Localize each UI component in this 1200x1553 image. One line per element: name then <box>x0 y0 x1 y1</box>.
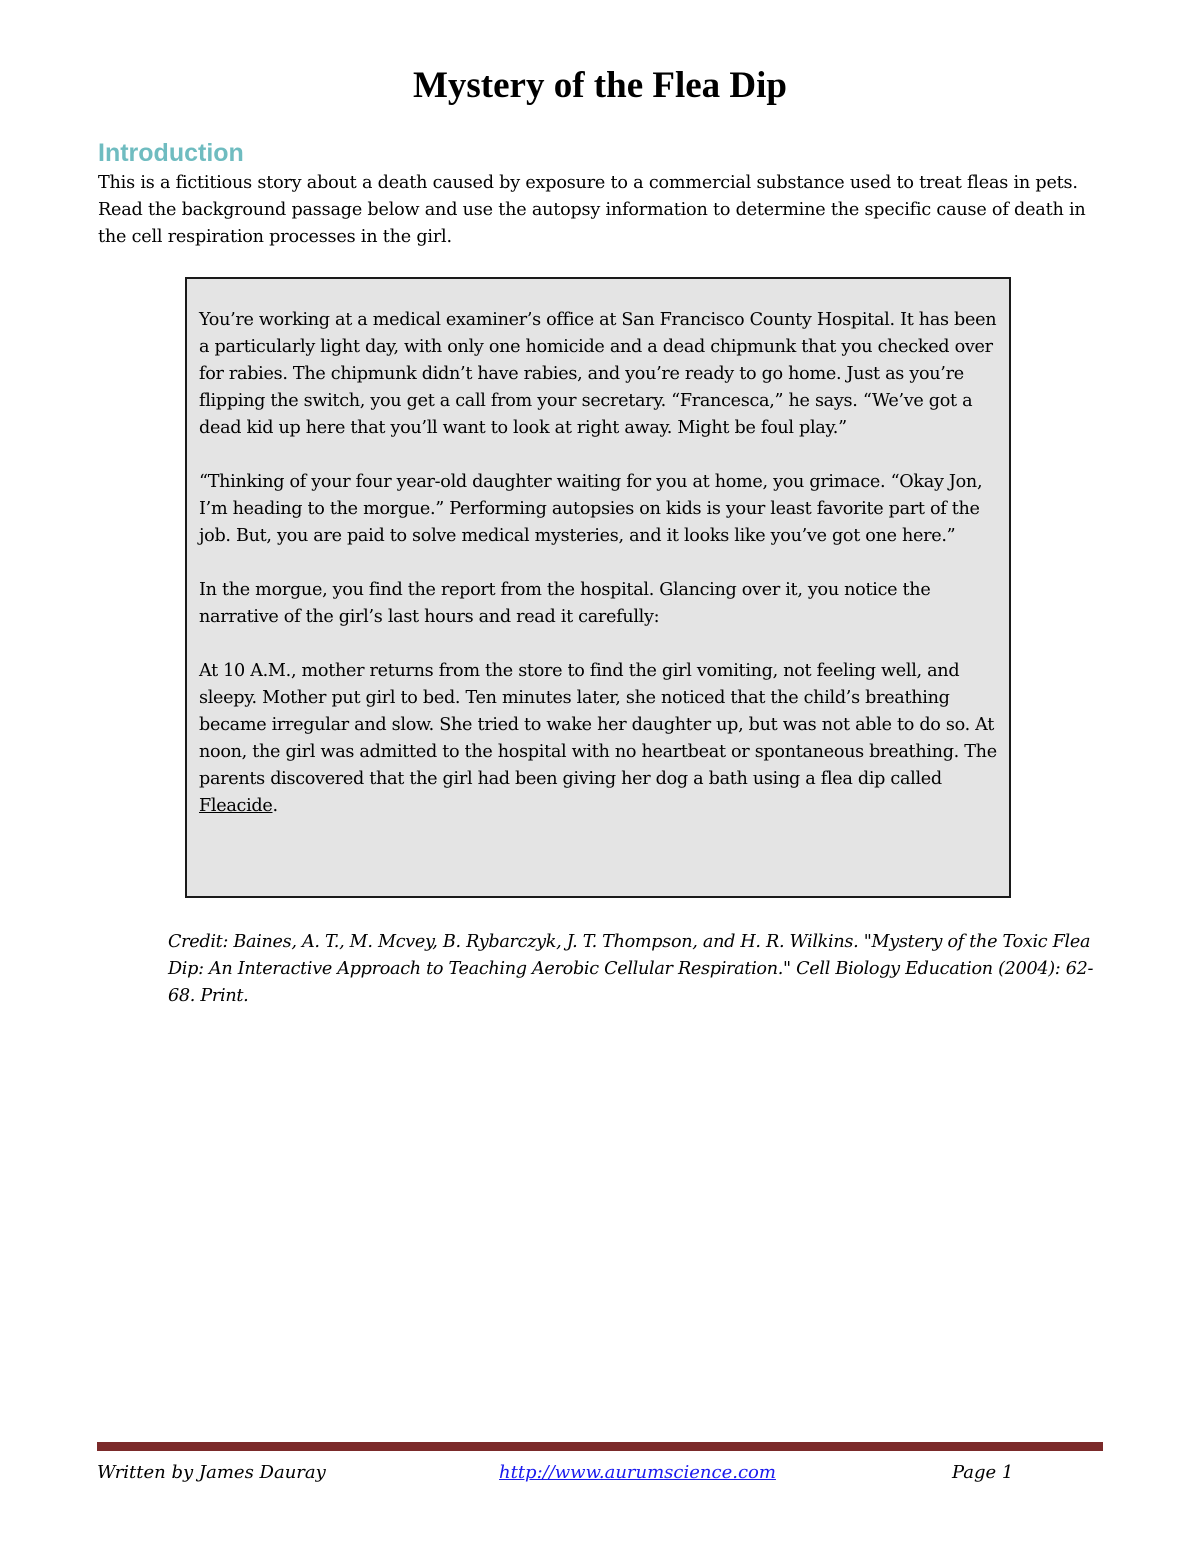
introduction-text: This is a fictitious story about a death caused by exposure to a commercial substance used to treat fleas in pets. Read the background passage below and use the autopsy information to determine the specific cause of death in the cell respiration processes in the girl. <box>98 173 1086 247</box>
story-box <box>185 277 1011 898</box>
story-paragraph-4-text: At 10 A.M., mother returns from the store to find the girl vomiting, not feeling well, and sleepy. Mother put girl to bed. Ten minutes later, she noticed that the child’s breathing became irregular and slow. She tried to wake her daughter up, but was not able to do so. At noon, the girl was admitted to the hospital with no heartbeat or spontaneous breathing. The parents discovered that the girl had been giving her dog a bath using a flea dip called <box>199 661 997 789</box>
page-footer <box>97 1458 1103 1488</box>
page-title: Mystery of the Flea Dip <box>412 65 787 106</box>
footer-divider <box>97 1442 1103 1451</box>
final-punctuation: . <box>272 796 278 816</box>
credit-citation: Credit: Baines, A. T., M. Mcvey, B. Rybarczyk, J. T. Thompson, and H. R. Wilkins. "Mystery of the Toxic Flea Dip: An Interactive Approach to Teaching Aerobic Cellular Respiration." Cell Biology Education (2004): 62-68. Print. <box>168 932 1094 1006</box>
story-paragraph-2: “Thinking of your four year-old daughter waiting for you at home, you grimace. “Okay Jon, I’m heading to the morgue.” Performing autopsies on kids is your least favorite part of the job. But, you are paid to solve medical mysteries, and it looks like you’ve got one here.” <box>199 472 983 546</box>
story-content <box>199 307 1005 820</box>
product-name: Fleacide <box>199 796 273 816</box>
introduction-heading: Introduction <box>98 139 244 167</box>
story-paragraph-1: You’re working at a medical examiner’s office at San Francisco County Hospital. It has been a particularly light day, with only one homicide and a dead chipmunk that you checked over for rabies. The chipmunk didn’t have rabies, and you’re ready to go home. Just as you’re flipping the switch, you get a call from your secretary. “Francesca,” he says. “We’ve got a dead kid up here that you’ll want to look at right away. Might be foul play.” <box>199 310 997 438</box>
story-paragraph-3: In the morgue, you find the report from the hospital. Glancing over it, you notice the narrative of the girl’s last hours and read it carefully: <box>199 580 931 627</box>
footer-website-link[interactable]: http://www.aurumscience.com <box>499 1462 776 1483</box>
story-paragraph-4 <box>199 658 1005 820</box>
footer-author: Written by James Dauray <box>97 1462 326 1483</box>
footer-page-number: Page 1 <box>952 1462 1014 1483</box>
